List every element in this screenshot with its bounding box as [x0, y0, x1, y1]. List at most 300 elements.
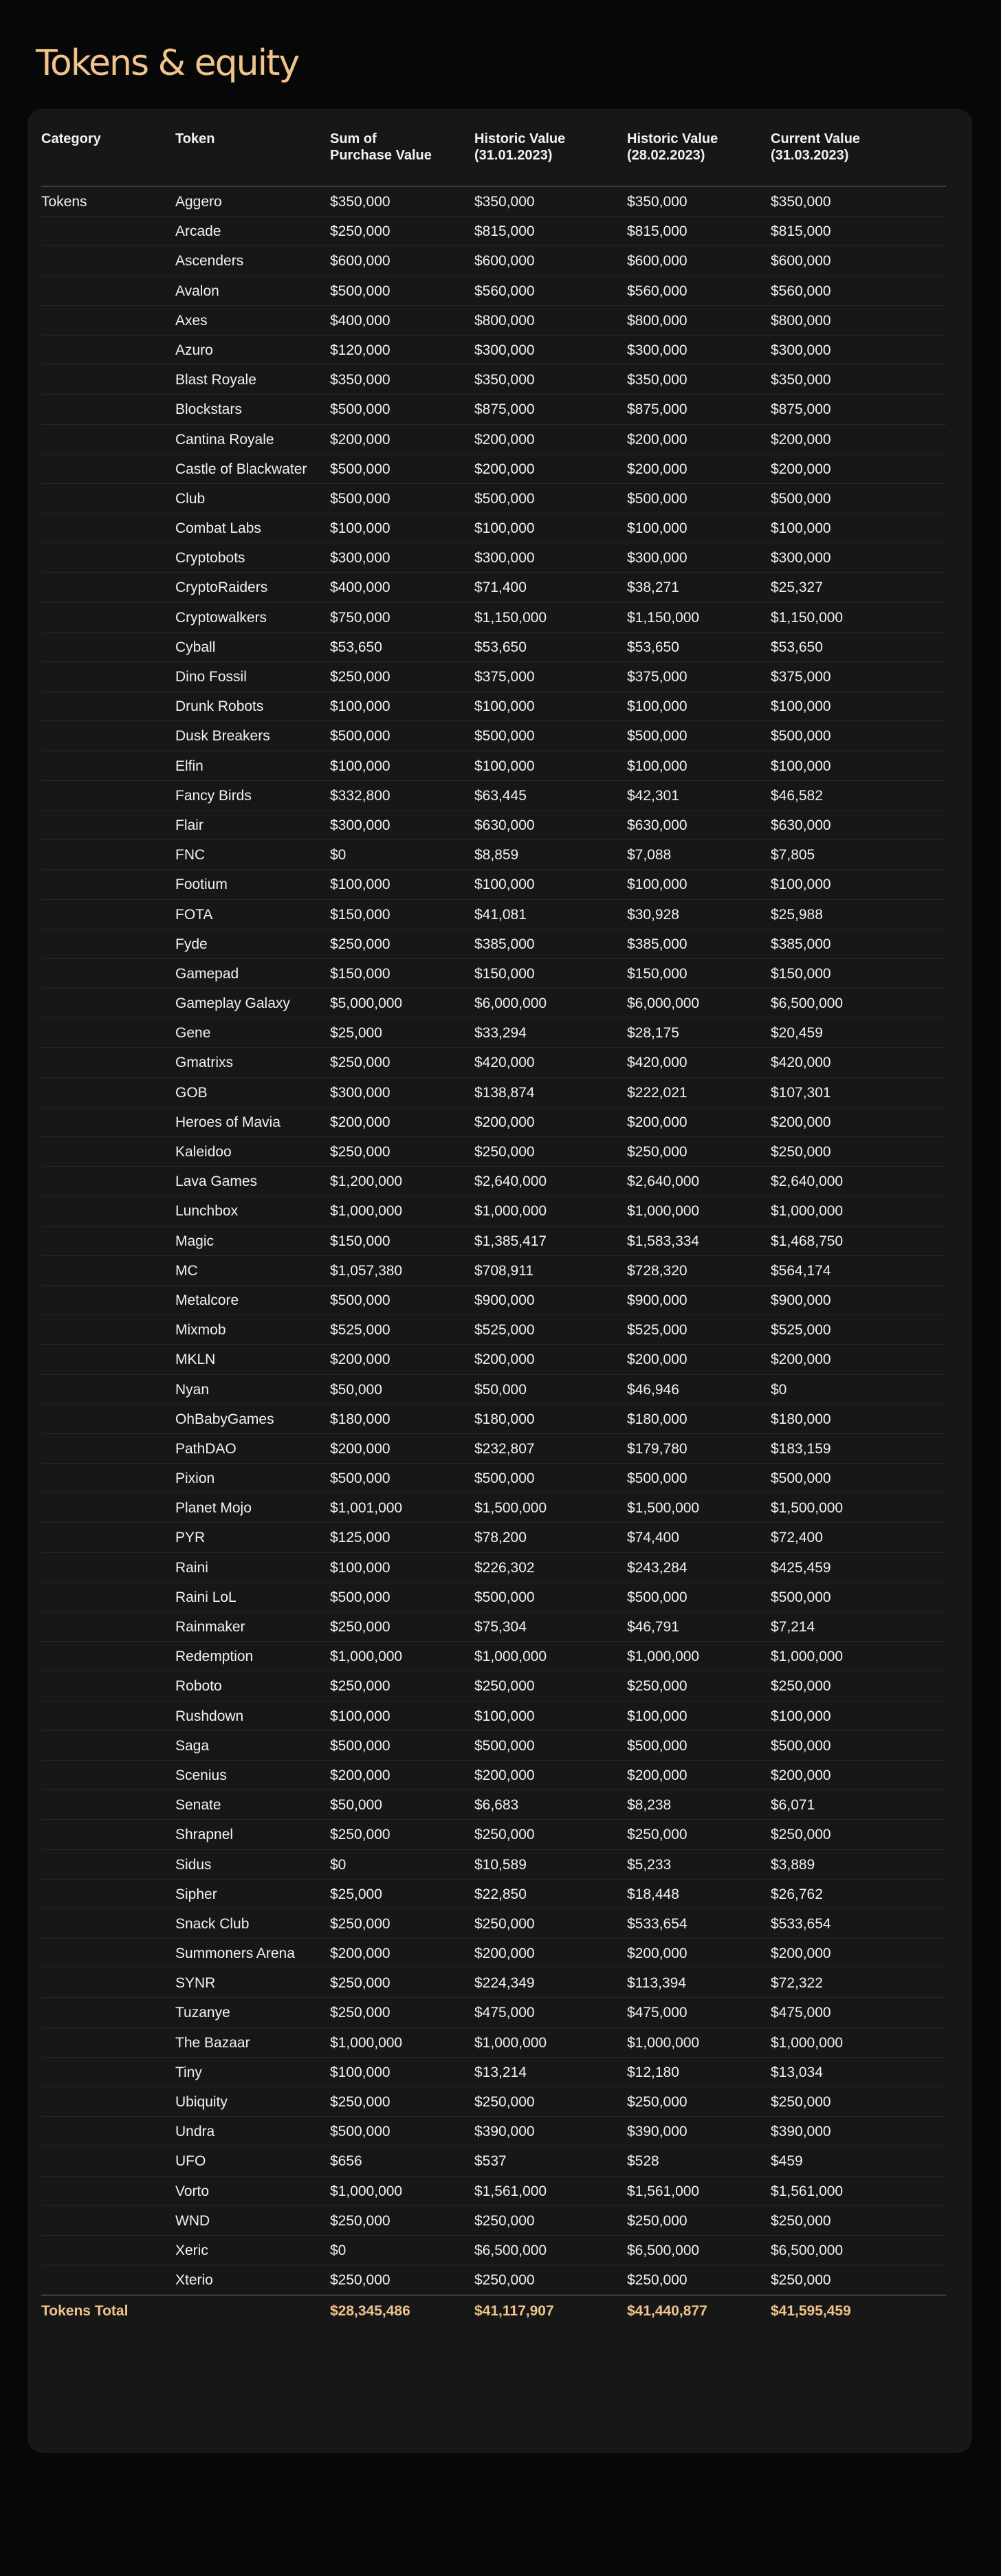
current-cell: $3,889 — [771, 1856, 815, 1873]
header-category: Category — [41, 131, 101, 146]
purchase-cell: $0 — [330, 2242, 346, 2258]
historic-jan-cell: $100,000 — [474, 520, 535, 537]
table-row — [41, 1167, 946, 1196]
purchase-cell: $200,000 — [330, 1767, 390, 1783]
purchase-cell: $100,000 — [330, 2064, 390, 2080]
current-cell: $1,150,000 — [771, 609, 844, 626]
historic-feb-cell: $200,000 — [627, 1946, 688, 1962]
table-row — [41, 870, 946, 899]
current-cell: $500,000 — [771, 1471, 831, 1487]
header-token: Token — [175, 131, 215, 146]
historic-jan-cell: $560,000 — [474, 283, 535, 299]
table-row — [41, 1018, 946, 1048]
historic-jan-cell: $250,000 — [474, 1144, 535, 1160]
historic-feb-cell: $350,000 — [627, 194, 688, 210]
token-cell: Avalon — [175, 283, 219, 299]
token-cell: Club — [175, 490, 206, 507]
purchase-cell: $250,000 — [330, 936, 390, 952]
table-row — [41, 1612, 946, 1642]
historic-jan-cell: $875,000 — [474, 401, 535, 418]
token-cell: Rushdown — [175, 1708, 244, 1724]
current-cell: $107,301 — [771, 1084, 831, 1101]
current-cell: $1,500,000 — [771, 1500, 844, 1517]
token-cell: Arcade — [175, 223, 221, 240]
current-cell: $350,000 — [771, 372, 831, 388]
historic-jan-cell: $8,859 — [474, 847, 519, 863]
table-row — [41, 959, 946, 989]
current-cell: $1,000,000 — [771, 2034, 844, 2051]
historic-jan-cell: $53,650 — [474, 639, 527, 655]
table-row — [41, 306, 946, 335]
current-cell: $20,459 — [771, 1025, 823, 1042]
current-cell: $200,000 — [771, 1352, 831, 1368]
historic-jan-cell: $1,150,000 — [474, 609, 547, 626]
historic-feb-cell: $500,000 — [627, 1737, 688, 1754]
historic-jan-cell: $180,000 — [474, 1411, 535, 1427]
token-cell: Cyball — [175, 639, 216, 655]
historic-jan-cell: $78,200 — [474, 1530, 527, 1546]
table-row — [41, 2236, 946, 2265]
table-row — [41, 454, 946, 484]
purchase-cell: $250,000 — [330, 223, 390, 240]
token-cell: Saga — [175, 1737, 210, 1754]
table-row — [41, 1315, 946, 1345]
token-cell: Blockstars — [175, 401, 242, 418]
table-row — [41, 989, 946, 1018]
purchase-cell: $50,000 — [330, 1797, 382, 1814]
total-row — [41, 2295, 946, 2328]
token-cell: Roboto — [175, 1678, 222, 1695]
historic-jan-cell: $600,000 — [474, 253, 535, 269]
purchase-cell: $180,000 — [330, 1411, 390, 1427]
token-cell: Xeric — [175, 2242, 208, 2258]
table-row — [41, 276, 946, 306]
token-cell: Tiny — [175, 2064, 202, 2080]
purchase-cell: $200,000 — [330, 1114, 390, 1130]
current-cell: $1,561,000 — [771, 2183, 844, 2199]
current-cell: $500,000 — [771, 1737, 831, 1754]
total-historic-feb: $41,440,877 — [627, 2303, 707, 2320]
current-cell: $250,000 — [771, 2212, 831, 2229]
table-row — [41, 217, 946, 246]
table-row — [41, 603, 946, 632]
purchase-cell: $1,001,000 — [330, 1500, 403, 1517]
historic-jan-cell: $500,000 — [474, 1737, 535, 1754]
historic-feb-cell: $42,301 — [627, 787, 679, 804]
purchase-cell: $500,000 — [330, 728, 390, 745]
table-row — [41, 1702, 946, 1731]
table-row — [41, 573, 946, 602]
purchase-cell: $100,000 — [330, 758, 390, 774]
token-cell: Cryptobots — [175, 550, 245, 566]
category-cell: Tokens — [41, 194, 87, 210]
historic-feb-cell: $100,000 — [627, 877, 688, 893]
page-title: Tokens & equity — [36, 43, 299, 84]
current-cell: $300,000 — [771, 550, 831, 566]
historic-jan-cell: $100,000 — [474, 758, 535, 774]
historic-feb-cell: $18,448 — [627, 1886, 679, 1902]
token-cell: Lava Games — [175, 1174, 258, 1190]
purchase-cell: $656 — [330, 2153, 362, 2170]
table-row — [41, 1493, 946, 1523]
current-cell: $250,000 — [771, 2094, 831, 2110]
historic-feb-cell: $250,000 — [627, 1678, 688, 1695]
table-row — [41, 1998, 946, 2027]
token-cell: Metalcore — [175, 1292, 239, 1308]
current-cell: $1,000,000 — [771, 1203, 844, 1220]
historic-feb-cell: $7,088 — [627, 847, 672, 863]
table-row — [41, 2177, 946, 2206]
historic-jan-cell: $500,000 — [474, 728, 535, 745]
table-row — [41, 1256, 946, 1286]
token-cell: Axes — [175, 312, 208, 329]
historic-feb-cell: $250,000 — [627, 2094, 688, 2110]
current-cell: $250,000 — [771, 1827, 831, 1843]
historic-jan-cell: $6,500,000 — [474, 2242, 547, 2258]
purchase-cell: $100,000 — [330, 1708, 390, 1724]
historic-feb-cell: $53,650 — [627, 639, 679, 655]
token-cell: Shrapnel — [175, 1827, 234, 1843]
token-cell: Elfin — [175, 758, 204, 774]
historic-feb-cell: $500,000 — [627, 728, 688, 745]
current-cell: $250,000 — [771, 2272, 831, 2289]
token-cell: Rainmaker — [175, 1619, 245, 1635]
table-row — [41, 425, 946, 454]
purchase-cell: $150,000 — [330, 965, 390, 982]
token-cell: Magic — [175, 1233, 214, 1249]
historic-feb-cell: $533,654 — [627, 1915, 688, 1932]
historic-feb-cell: $180,000 — [627, 1411, 688, 1427]
historic-jan-cell: $300,000 — [474, 550, 535, 566]
historic-jan-cell: $41,081 — [474, 906, 527, 923]
token-cell: FOTA — [175, 906, 213, 923]
purchase-cell: $500,000 — [330, 1589, 390, 1605]
historic-jan-cell: $100,000 — [474, 698, 535, 715]
current-cell: $560,000 — [771, 283, 831, 299]
historic-feb-cell: $630,000 — [627, 817, 688, 833]
current-cell: $100,000 — [771, 877, 831, 893]
table-row — [41, 1968, 946, 1998]
token-cell: Planet Mojo — [175, 1500, 252, 1517]
current-cell: $180,000 — [771, 1411, 831, 1427]
historic-jan-cell: $800,000 — [474, 312, 535, 329]
table-row — [41, 840, 946, 870]
historic-jan-cell: $200,000 — [474, 431, 535, 448]
historic-jan-cell: $390,000 — [474, 2124, 535, 2140]
purchase-cell: $525,000 — [330, 1322, 390, 1339]
purchase-cell: $350,000 — [330, 194, 390, 210]
historic-feb-cell: $1,561,000 — [627, 2183, 700, 2199]
current-cell: $525,000 — [771, 1322, 831, 1339]
purchase-cell: $500,000 — [330, 1737, 390, 1754]
purchase-cell: $200,000 — [330, 1440, 390, 1457]
table-row — [41, 1405, 946, 1434]
purchase-cell: $250,000 — [330, 1827, 390, 1843]
token-cell: Castle of Blackwater — [175, 461, 307, 477]
historic-feb-cell: $38,271 — [627, 580, 679, 596]
historic-feb-cell: $390,000 — [627, 2124, 688, 2140]
token-cell: Undra — [175, 2124, 215, 2140]
current-cell: $100,000 — [771, 1708, 831, 1724]
purchase-cell: $200,000 — [330, 431, 390, 448]
current-cell: $100,000 — [771, 520, 831, 537]
historic-jan-cell: $22,850 — [474, 1886, 527, 1902]
token-cell: FNC — [175, 847, 206, 863]
purchase-cell: $100,000 — [330, 520, 390, 537]
token-cell: Kaleidoo — [175, 1144, 232, 1160]
historic-jan-cell: $250,000 — [474, 1915, 535, 1932]
table-row — [41, 1583, 946, 1612]
historic-jan-cell: $708,911 — [474, 1262, 534, 1279]
token-cell: Flair — [175, 817, 204, 833]
current-cell: $600,000 — [771, 253, 831, 269]
historic-feb-cell: $6,000,000 — [627, 995, 700, 1012]
historic-jan-cell: $500,000 — [474, 490, 535, 507]
purchase-cell: $100,000 — [330, 1559, 390, 1576]
table-row — [41, 1671, 946, 1701]
table-row — [41, 781, 946, 811]
token-cell: Gamepad — [175, 965, 239, 982]
historic-feb-cell: $500,000 — [627, 490, 688, 507]
purchase-cell: $332,800 — [330, 787, 390, 804]
current-cell: $900,000 — [771, 1292, 831, 1308]
purchase-cell: $1,000,000 — [330, 1649, 403, 1665]
historic-feb-cell: $100,000 — [627, 1708, 688, 1724]
total-label: Tokens Total — [41, 2303, 129, 2320]
token-cell: Drunk Robots — [175, 698, 264, 715]
purchase-cell: $5,000,000 — [330, 995, 403, 1012]
historic-feb-cell: $500,000 — [627, 1471, 688, 1487]
table-row — [41, 1108, 946, 1137]
historic-feb-cell: $385,000 — [627, 936, 688, 952]
table-body — [41, 187, 946, 2295]
table-row — [41, 632, 946, 662]
token-cell: Gmatrixs — [175, 1055, 233, 1071]
current-cell: $800,000 — [771, 312, 831, 329]
total-historic-jan: $41,117,907 — [474, 2303, 554, 2320]
table-row — [41, 1523, 946, 1552]
token-cell: Raini — [175, 1559, 208, 1576]
historic-feb-cell: $100,000 — [627, 698, 688, 715]
token-cell: Gameplay Galaxy — [175, 995, 290, 1012]
token-cell: Mixmob — [175, 1322, 226, 1339]
current-cell: $250,000 — [771, 1678, 831, 1695]
current-cell: $500,000 — [771, 1589, 831, 1605]
purchase-cell: $200,000 — [330, 1946, 390, 1962]
token-cell: OhBabyGames — [175, 1411, 274, 1427]
table-row — [41, 1286, 946, 1315]
token-cell: UFO — [175, 2153, 206, 2170]
token-cell: Fyde — [175, 936, 208, 952]
current-cell: $630,000 — [771, 817, 831, 833]
historic-feb-cell: $200,000 — [627, 461, 688, 477]
token-cell: Gene — [175, 1025, 211, 1042]
purchase-cell: $500,000 — [330, 401, 390, 418]
historic-jan-cell: $100,000 — [474, 1708, 535, 1724]
historic-jan-cell: $33,294 — [474, 1025, 527, 1042]
purchase-cell: $0 — [330, 847, 346, 863]
historic-feb-cell: $528 — [627, 2153, 659, 2170]
historic-jan-cell: $250,000 — [474, 2094, 535, 2110]
historic-feb-cell: $28,175 — [627, 1025, 679, 1042]
historic-feb-cell: $2,640,000 — [627, 1174, 700, 1190]
historic-feb-cell: $475,000 — [627, 2005, 688, 2021]
historic-jan-cell: $900,000 — [474, 1292, 535, 1308]
historic-feb-cell: $6,500,000 — [627, 2242, 700, 2258]
purchase-cell: $1,000,000 — [330, 1203, 403, 1220]
current-cell: $300,000 — [771, 342, 831, 358]
purchase-cell: $250,000 — [330, 2094, 390, 2110]
table-row — [41, 484, 946, 514]
purchase-cell: $250,000 — [330, 1975, 390, 1992]
historic-jan-cell: $224,349 — [474, 1975, 535, 1992]
current-cell: $1,468,750 — [771, 1233, 844, 1249]
historic-feb-cell: $250,000 — [627, 2272, 688, 2289]
purchase-cell: $1,000,000 — [330, 2034, 403, 2051]
historic-feb-cell: $74,400 — [627, 1530, 679, 1546]
historic-jan-cell: $75,304 — [474, 1619, 527, 1635]
table-row — [41, 1078, 946, 1108]
purchase-cell: $125,000 — [330, 1530, 390, 1546]
historic-jan-cell: $63,445 — [474, 787, 527, 804]
current-cell: $420,000 — [771, 1055, 831, 1071]
table-row — [41, 395, 946, 424]
token-cell: Cryptowalkers — [175, 609, 267, 626]
current-cell: $150,000 — [771, 965, 831, 982]
token-cell: Azuro — [175, 342, 213, 358]
current-cell: $13,034 — [771, 2064, 823, 2080]
current-cell: $200,000 — [771, 1767, 831, 1783]
table-header — [41, 109, 946, 187]
purchase-cell: $500,000 — [330, 1292, 390, 1308]
token-cell: The Bazaar — [175, 2034, 250, 2051]
table-row — [41, 692, 946, 721]
historic-feb-cell: $8,238 — [627, 1797, 672, 1814]
holdings-card — [28, 109, 972, 2453]
purchase-cell: $250,000 — [330, 1144, 390, 1160]
total-purchase: $28,345,486 — [330, 2303, 410, 2320]
purchase-cell: $200,000 — [330, 1352, 390, 1368]
historic-jan-cell: $1,561,000 — [474, 2183, 547, 2199]
historic-feb-cell: $113,394 — [627, 1975, 687, 1992]
table-row — [41, 1642, 946, 1671]
token-cell: Sipher — [175, 1886, 217, 1902]
current-cell: $200,000 — [771, 1946, 831, 1962]
historic-jan-cell: $10,589 — [474, 1856, 527, 1873]
historic-jan-cell: $100,000 — [474, 877, 535, 893]
purchase-cell: $150,000 — [330, 906, 390, 923]
current-cell: $475,000 — [771, 2005, 831, 2021]
purchase-cell: $300,000 — [330, 1084, 390, 1101]
current-cell: $53,650 — [771, 639, 823, 655]
historic-feb-cell: $1,000,000 — [627, 2034, 700, 2051]
token-cell: Ascenders — [175, 253, 244, 269]
table-row — [41, 1553, 946, 1583]
historic-feb-cell: $30,928 — [627, 906, 679, 923]
purchase-cell: $250,000 — [330, 1055, 390, 1071]
table-row — [41, 1939, 946, 1968]
historic-feb-cell: $200,000 — [627, 431, 688, 448]
historic-jan-cell: $226,302 — [474, 1559, 535, 1576]
historic-feb-cell: $12,180 — [627, 2064, 679, 2080]
historic-jan-cell: $200,000 — [474, 461, 535, 477]
header-purchase-value: Sum of Purchase Value — [330, 131, 432, 163]
historic-jan-cell: $350,000 — [474, 372, 535, 388]
current-cell: $7,214 — [771, 1619, 815, 1635]
token-cell: Pixion — [175, 1471, 215, 1487]
token-cell: Tuzanye — [175, 2005, 230, 2021]
table-row — [41, 2087, 946, 2117]
historic-feb-cell: $350,000 — [627, 372, 688, 388]
historic-jan-cell: $1,000,000 — [474, 1203, 547, 1220]
purchase-cell: $300,000 — [330, 817, 390, 833]
historic-feb-cell: $250,000 — [627, 1144, 688, 1160]
table-row — [41, 662, 946, 692]
current-cell: $7,805 — [771, 847, 815, 863]
table-row — [41, 1226, 946, 1256]
current-cell: $200,000 — [771, 1114, 831, 1130]
table-row — [41, 1137, 946, 1167]
purchase-cell: $1,000,000 — [330, 2183, 403, 2199]
table-row — [41, 1345, 946, 1374]
purchase-cell: $500,000 — [330, 2124, 390, 2140]
token-cell: Fancy Birds — [175, 787, 252, 804]
current-cell: $0 — [771, 1381, 787, 1398]
current-cell: $425,459 — [771, 1559, 831, 1576]
current-cell: $875,000 — [771, 401, 831, 418]
table-row — [41, 1731, 946, 1761]
historic-jan-cell: $250,000 — [474, 1827, 535, 1843]
current-cell: $375,000 — [771, 669, 831, 685]
current-cell: $459 — [771, 2153, 803, 2170]
purchase-cell: $250,000 — [330, 2212, 390, 2229]
table-row — [41, 514, 946, 543]
purchase-cell: $250,000 — [330, 1915, 390, 1932]
table-row — [41, 2117, 946, 2146]
historic-feb-cell: $300,000 — [627, 550, 688, 566]
historic-jan-cell: $300,000 — [474, 342, 535, 358]
table-row — [41, 1048, 946, 1077]
table-row — [41, 335, 946, 365]
table-row — [41, 2265, 946, 2295]
current-cell: $25,327 — [771, 580, 823, 596]
token-cell: MKLN — [175, 1352, 216, 1368]
current-cell: $100,000 — [771, 698, 831, 715]
historic-jan-cell: $6,000,000 — [474, 995, 547, 1012]
table-row — [41, 365, 946, 395]
current-cell: $250,000 — [771, 1144, 831, 1160]
historic-jan-cell: $475,000 — [474, 2005, 535, 2021]
token-cell: CryptoRaiders — [175, 580, 268, 596]
current-cell: $200,000 — [771, 461, 831, 477]
current-cell: $390,000 — [771, 2124, 831, 2140]
table-row — [41, 2206, 946, 2236]
historic-jan-cell: $2,640,000 — [474, 1174, 547, 1190]
purchase-cell: $250,000 — [330, 1678, 390, 1695]
historic-jan-cell: $375,000 — [474, 669, 535, 685]
historic-jan-cell: $1,500,000 — [474, 1500, 547, 1517]
purchase-cell: $500,000 — [330, 1471, 390, 1487]
current-cell: $2,640,000 — [771, 1174, 844, 1190]
token-cell: Dino Fossil — [175, 669, 247, 685]
historic-feb-cell: $1,583,334 — [627, 1233, 700, 1249]
current-cell: $6,500,000 — [771, 2242, 844, 2258]
purchase-cell: $350,000 — [330, 372, 390, 388]
table-row — [41, 900, 946, 929]
historic-feb-cell: $1,500,000 — [627, 1500, 700, 1517]
token-cell: Heroes of Mavia — [175, 1114, 280, 1130]
historic-feb-cell: $1,000,000 — [627, 1649, 700, 1665]
